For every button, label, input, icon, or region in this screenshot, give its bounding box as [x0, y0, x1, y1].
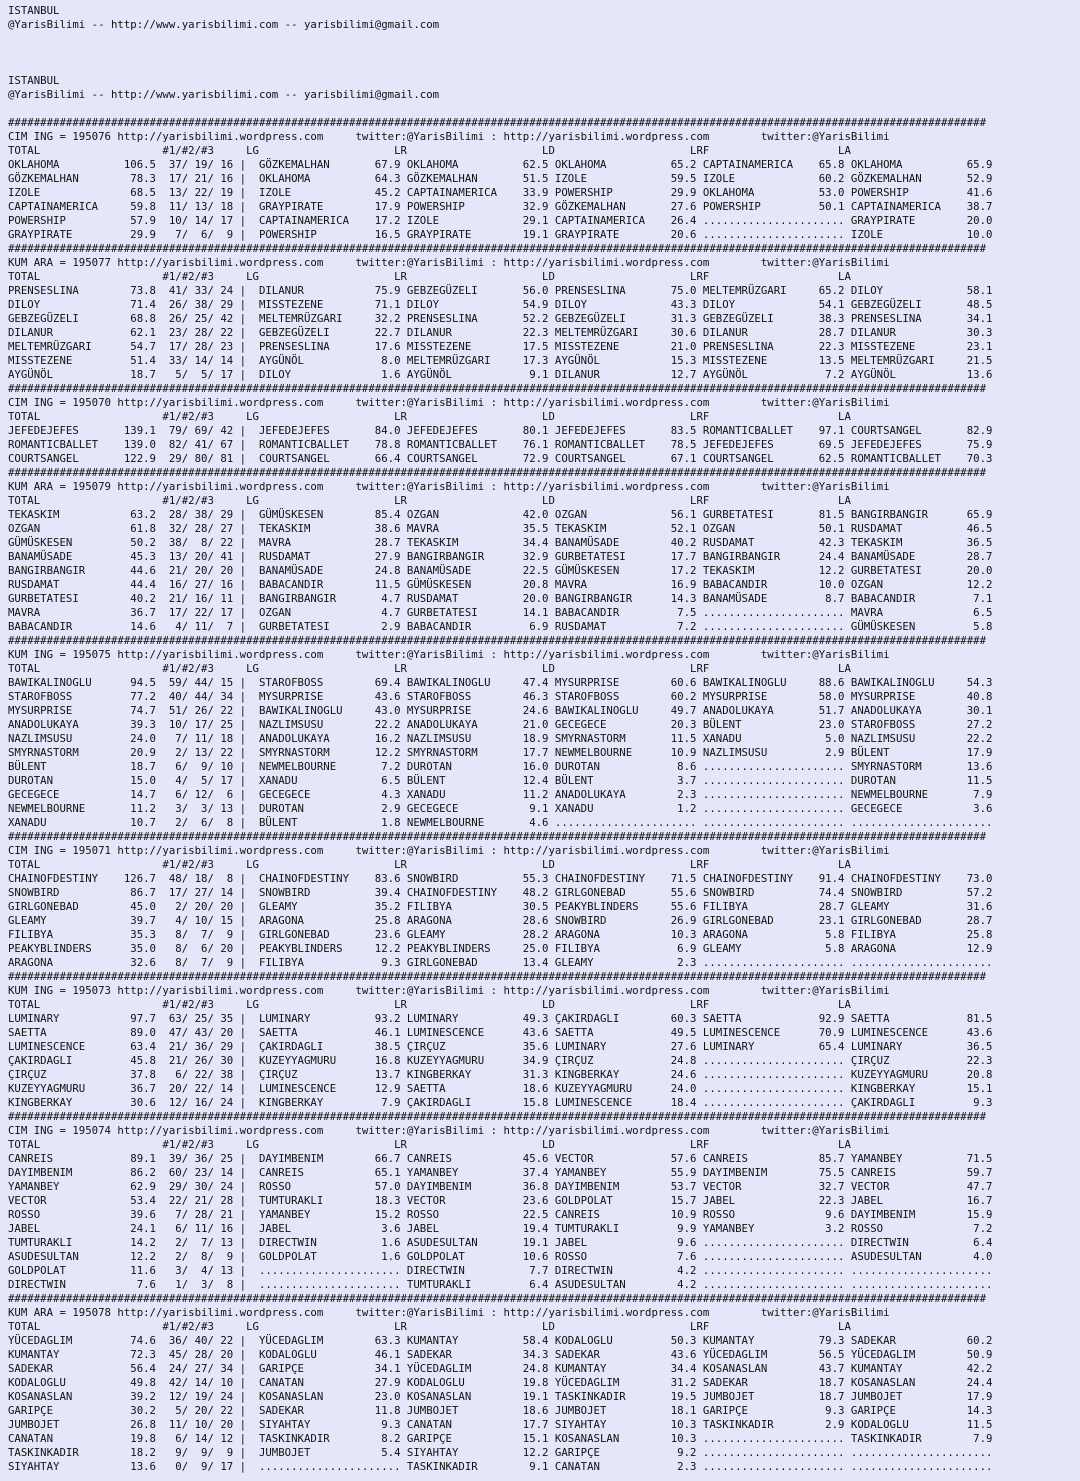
result-row: BANGIRBANGIR 44.6 21/ 20/ 20 | BANAMÜSADE 24.8 BANAMÜSADE 22.5 GÜMÜSKESEN 17.2 TEKASKIM 12.2 GURBETATESI 20.0	[8, 564, 993, 577]
blank-line	[8, 102, 1080, 116]
separator-line: ########################################################################################################################################################	[8, 970, 987, 983]
result-row: TEKASKIM 63.2 28/ 38/ 29 | GÜMÜSKESEN 85.4 OZGAN 42.0 OZGAN 56.1 GURBETATESI 81.5 BANGIRBANGIR 65.9	[8, 508, 993, 521]
result-row: SADEKAR 56.4 24/ 27/ 34 | GARIPÇE 34.1 YÜCEDAGLIM 24.8 KUMANTAY 34.4 KOSANASLAN 43.7 KUMANTAY 42.2	[8, 1362, 993, 1375]
result-row: JEFEDEJEFES 139.1 79/ 69/ 42 | JEFEDEJEFES 84.0 JEFEDEJEFES 80.1 JEFEDEJEFES 83.5 ROMANTICBALLET 97.1 COURTSANGEL 82.9	[8, 424, 993, 437]
column-header-row: TOTAL #1/#2/#3 LG LR LD LRF LA	[8, 144, 851, 157]
result-row: CAPTAINAMERICA 59.8 11/ 13/ 18 | GRAYPIRATE 17.9 POWERSHIP 32.9 GÖZKEMALHAN 27.6 POWERSHIP 50.1 CAPTAINAMERICA 38.7	[8, 200, 993, 213]
result-row: GEBZEGÜZELI 68.8 26/ 25/ 42 | MELTEMRÜZGARI 32.2 PRENSESLINA 52.2 GEBZEGÜZELI 31.3 GEBZEGÜZELI 38.3 PRENSESLINA 34.1	[8, 312, 993, 325]
result-row: GÖZKEMALHAN 78.3 17/ 21/ 16 | OKLAHOMA 64.3 GÖZKEMALHAN 51.5 IZOLE 59.5 IZOLE 60.2 GÖZKEMALHAN 52.9	[8, 172, 993, 185]
result-row: MYSURPRISE 74.7 51/ 26/ 22 | BAWIKALINOGLU 43.0 MYSURPRISE 24.6 BAWIKALINOGLU 49.7 ANADOLUKAYA 51.7 ANADOLUKAYA 30.1	[8, 704, 993, 717]
result-row: OKLAHOMA 106.5 37/ 19/ 16 | GÖZKEMALHAN 67.9 OKLAHOMA 62.5 OKLAHOMA 65.2 CAPTAINAMERICA 65.8 OKLAHOMA 65.9	[8, 158, 993, 171]
result-row: ARAGONA 32.6 8/ 7/ 9 | FILIBYA 9.3 GIRLGONEBAD 13.4 GLEAMY 2.3 ...................... ......................	[8, 956, 993, 969]
result-row: GLEAMY 39.7 4/ 10/ 15 | ARAGONA 25.8 ARAGONA 28.6 SNOWBIRD 26.9 GIRLGONEBAD 23.1 GIRLGONEBAD 28.7	[8, 914, 993, 927]
result-row: JABEL 24.1 6/ 11/ 16 | JABEL 3.6 JABEL 19.4 TUMTURAKLI 9.9 YAMANBEY 3.2 ROSSO 7.2	[8, 1222, 993, 1235]
result-row: MISSTEZENE 51.4 33/ 14/ 14 | AYGÜNÖL 8.0 MELTEMRÜZGARI 17.3 AYGÜNÖL 15.3 MISSTEZENE 13.5 MELTEMRÜZGARI 21.5	[8, 354, 993, 367]
race-header: CIM ING = 195076 http://yarisbilimi.wordpress.com twitter:@YarisBilimi : http://yarisbilimi.wordpress.com twitter:@YarisBilimi	[8, 130, 890, 143]
column-header-row: TOTAL #1/#2/#3 LG LR LD LRF LA	[8, 662, 851, 675]
race-header: CIM ING = 195074 http://yarisbilimi.wordpress.com twitter:@YarisBilimi : http://yarisbilimi.wordpress.com twitter:@YarisBilimi	[8, 1124, 890, 1137]
result-row: LUMINESCENCE 63.4 21/ 36/ 29 | ÇAKIRDAGLI 38.5 ÇIRÇUZ 35.6 LUMINARY 27.6 LUMINARY 65.4 LUMINARY 36.5	[8, 1040, 993, 1053]
result-row: GARIPÇE 30.2 5/ 20/ 22 | SADEKAR 11.8 JUMBOJET 18.6 JUMBOJET 18.1 GARIPÇE 9.3 GARIPÇE 14.3	[8, 1404, 993, 1417]
result-row: POWERSHIP 57.9 10/ 14/ 17 | CAPTAINAMERICA 17.2 IZOLE 29.1 CAPTAINAMERICA 26.4 ...................... GRAYPIRATE 20.0	[8, 214, 993, 227]
result-row: DILANUR 62.1 23/ 28/ 22 | GEBZEGÜZELI 22.7 DILANUR 22.3 MELTEMRÜZGARI 30.6 DILANUR 28.7 DILANUR 30.3	[8, 326, 993, 339]
race-header: CIM ING = 195071 http://yarisbilimi.wordpress.com twitter:@YarisBilimi : http://yarisbilimi.wordpress.com twitter:@YarisBilimi	[8, 844, 890, 857]
result-row: YAMANBEY 62.9 29/ 30/ 24 | ROSSO 57.0 DAYIMBENIM 36.8 DAYIMBENIM 53.7 VECTOR 32.7 VECTOR 47.7	[8, 1180, 993, 1193]
race-header: KUM ARA = 195078 http://yarisbilimi.wordpress.com twitter:@YarisBilimi : http://yarisbilimi.wordpress.com twitter:@YarisBilimi	[8, 1306, 890, 1319]
city-title: ISTANBUL	[8, 4, 60, 17]
result-row: GRAYPIRATE 29.9 7/ 6/ 9 | POWERSHIP 16.5 GRAYPIRATE 19.1 GRAYPIRATE 20.6 ...................... IZOLE 10.0	[8, 228, 993, 241]
contact-line: @YarisBilimi -- http://www.yarisbilimi.com -- yarisbilimi@gmail.com	[8, 18, 440, 31]
result-row: ÇAKIRDAGLI 45.8 21/ 26/ 30 | KUZEYYAGMURU 16.8 KUZEYYAGMURU 34.9 ÇIRÇUZ 24.8 ...................... ÇIRÇUZ 22.3	[8, 1054, 993, 1067]
separator-line: ########################################################################################################################################################	[8, 116, 987, 129]
blank-line	[8, 46, 1080, 60]
result-row: SIYAHTAY 13.6 0/ 9/ 17 | ...................... TASKINKADIR 9.1 CANATAN 2.3 ...................... ......................	[8, 1460, 993, 1473]
result-row: ROSSO 39.6 7/ 28/ 21 | YAMANBEY 15.2 ROSSO 22.5 CANREIS 10.9 ROSSO 9.6 DAYIMBENIM 15.9	[8, 1208, 993, 1221]
result-row: ANADOLUKAYA 39.3 10/ 17/ 25 | NAZLIMSUSU 22.2 ANADOLUKAYA 21.0 GECEGECE 20.3 BÜLENT 23.0 STAROFBOSS 27.2	[8, 718, 993, 731]
column-header-row: TOTAL #1/#2/#3 LG LR LD LRF LA	[8, 1138, 851, 1151]
separator-line: ########################################################################################################################################################	[8, 466, 987, 479]
result-row: RUSDAMAT 44.4 16/ 27/ 16 | BABACANDIR 11.5 GÜMÜSKESEN 20.8 MAVRA 16.9 BABACANDIR 10.0 OZGAN 12.2	[8, 578, 993, 591]
result-row: KINGBERKAY 30.6 12/ 16/ 24 | KINGBERKAY 7.9 ÇAKIRDAGLI 15.8 LUMINESCENCE 18.4 ...................... ÇAKIRDAGLI 9.3	[8, 1096, 993, 1109]
result-row: ROMANTICBALLET 139.0 82/ 41/ 67 | ROMANTICBALLET 78.8 ROMANTICBALLET 76.1 ROMANTICBALLET 78.5 JEFEDEJEFES 69.5 JEFEDEJEFES 75.9	[8, 438, 993, 451]
separator-line: ########################################################################################################################################################	[8, 634, 987, 647]
separator-line: ########################################################################################################################################################	[8, 242, 987, 255]
result-row: DUROTAN 15.0 4/ 5/ 17 | XANADU 6.5 BÜLENT 12.4 BÜLENT 3.7 ...................... DUROTAN 11.5	[8, 774, 993, 787]
race-header: KUM ING = 195075 http://yarisbilimi.wordpress.com twitter:@YarisBilimi : http://yarisbilimi.wordpress.com twitter:@YarisBilimi	[8, 648, 890, 661]
result-row: DAYIMBENIM 86.2 60/ 23/ 14 | CANREIS 65.1 YAMANBEY 37.4 YAMANBEY 55.9 DAYIMBENIM 75.5 CANREIS 59.7	[8, 1166, 993, 1179]
column-header-row: TOTAL #1/#2/#3 LG LR LD LRF LA	[8, 998, 851, 1011]
result-row: STAROFBOSS 77.2 40/ 44/ 34 | MYSURPRISE 43.6 STAROFBOSS 46.3 STAROFBOSS 60.2 MYSURPRISE 58.0 MYSURPRISE 40.8	[8, 690, 993, 703]
result-row: FILIBYA 35.3 8/ 7/ 9 | GIRLGONEBAD 23.6 GLEAMY 28.2 ARAGONA 10.3 ARAGONA 5.8 FILIBYA 25.8	[8, 928, 993, 941]
result-row: TASKINKADIR 18.2 9/ 9/ 9 | JUMBOJET 5.4 SIYAHTAY 12.2 GARIPÇE 9.2 ...................... ......................	[8, 1446, 993, 1459]
result-row: MELTEMRÜZGARI 54.7 17/ 28/ 23 | PRENSESLINA 17.6 MISSTEZENE 17.5 MISSTEZENE 21.0 PRENSESLINA 22.3 MISSTEZENE 23.1	[8, 340, 993, 353]
result-row: ÇIRÇUZ 37.8 6/ 22/ 38 | ÇIRÇUZ 13.7 KINGBERKAY 31.3 KINGBERKAY 24.6 ...................... KUZEYYAGMURU 20.8	[8, 1068, 993, 1081]
column-header-row: TOTAL #1/#2/#3 LG LR LD LRF LA	[8, 1320, 851, 1333]
result-row: BABACANDIR 14.6 4/ 11/ 7 | GURBETATESI 2.9 BABACANDIR 6.9 RUSDAMAT 7.2 ...................... GÜMÜSKESEN 5.8	[8, 620, 993, 633]
result-row: JUMBOJET 26.8 11/ 10/ 20 | SIYAHTAY 9.3 CANATAN 17.7 SIYAHTAY 10.3 TASKINKADIR 2.9 KODALOGLU 11.5	[8, 1418, 993, 1431]
result-row: BAWIKALINOGLU 94.5 59/ 44/ 15 | STAROFBOSS 69.4 BAWIKALINOGLU 47.4 MYSURPRISE 60.6 BAWIKALINOGLU 88.6 BAWIKALINOGLU 54.3	[8, 676, 993, 689]
race-header: KUM ARA = 195079 http://yarisbilimi.wordpress.com twitter:@YarisBilimi : http://yarisbilimi.wordpress.com twitter:@YarisBilimi	[8, 480, 890, 493]
result-row: NAZLIMSUSU 24.0 7/ 11/ 18 | ANADOLUKAYA 16.2 NAZLIMSUSU 18.9 SMYRNASTORM 11.5 XANADU 5.0 NAZLIMSUSU 22.2	[8, 732, 993, 745]
result-row: MAVRA 36.7 17/ 22/ 17 | OZGAN 4.7 GURBETATESI 14.1 BABACANDIR 7.5 ...................... MAVRA 6.5	[8, 606, 993, 619]
result-row: OZGAN 61.8 32/ 28/ 27 | TEKASKIM 38.6 MAVRA 35.5 TEKASKIM 52.1 OZGAN 50.1 RUSDAMAT 46.5	[8, 522, 993, 535]
city-title: ISTANBUL	[8, 74, 60, 87]
result-row: KUMANTAY 72.3 45/ 28/ 20 | KODALOGLU 46.1 SADEKAR 34.3 SADEKAR 43.6 YÜCEDAGLIM 56.5 YÜCEDAGLIM 50.9	[8, 1348, 993, 1361]
result-row: GECEGECE 14.7 6/ 12/ 6 | GECEGECE 4.3 XANADU 11.2 ANADOLUKAYA 2.3 ...................... NEWMELBOURNE 7.9	[8, 788, 993, 801]
result-row: SMYRNASTORM 20.9 2/ 13/ 22 | SMYRNASTORM 12.2 SMYRNASTORM 17.7 NEWMELBOURNE 10.9 NAZLIMSUSU 2.9 BÜLENT 17.9	[8, 746, 993, 759]
result-row: NEWMELBOURNE 11.2 3/ 3/ 13 | DUROTAN 2.9 GECEGECE 9.1 XANADU 1.2 ...................... GECEGECE 3.6	[8, 802, 993, 815]
blank-line	[8, 32, 1080, 46]
result-row: TUMTURAKLI 14.2 2/ 7/ 13 | DIRECTWIN 1.6 ASUDESULTAN 19.1 JABEL 9.6 ...................... DIRECTWIN 6.4	[8, 1236, 993, 1249]
result-row: CHAINOFDESTINY 126.7 48/ 18/ 8 | CHAINOFDESTINY 83.6 SNOWBIRD 55.3 CHAINOFDESTINY 71.5 CHAINOFDESTINY 91.4 CHAINOFDESTINY 73.0	[8, 872, 993, 885]
result-row: GIRLGONEBAD 45.0 2/ 20/ 20 | GLEAMY 35.2 FILIBYA 30.5 PEAKYBLINDERS 55.6 FILIBYA 28.7 GLEAMY 31.6	[8, 900, 993, 913]
separator-line: ########################################################################################################################################################	[8, 830, 987, 843]
result-row: PRENSESLINA 73.8 41/ 33/ 24 | DILANUR 75.9 GEBZEGÜZELI 56.0 PRENSESLINA 75.0 MELTEMRÜZGARI 65.2 DILOY 58.1	[8, 284, 993, 297]
result-row: IZOLE 68.5 13/ 22/ 19 | IZOLE 45.2 CAPTAINAMERICA 33.9 POWERSHIP 29.9 OKLAHOMA 53.0 POWERSHIP 41.6	[8, 186, 993, 199]
separator-line: ########################################################################################################################################################	[8, 382, 987, 395]
result-row: DIRECTWIN 7.6 1/ 3/ 8 | ...................... TUMTURAKLI 6.4 ASUDESULTAN 4.2 ...................... ......................	[8, 1278, 993, 1291]
contact-line: @YarisBilimi -- http://www.yarisbilimi.com -- yarisbilimi@gmail.com	[8, 88, 440, 101]
result-row: KOSANASLAN 39.2 12/ 19/ 24 | KOSANASLAN 23.0 KOSANASLAN 19.1 TASKINKADIR 19.5 JUMBOJET 18.7 JUMBOJET 17.9	[8, 1390, 993, 1403]
result-row: KUZEYYAGMURU 36.7 20/ 22/ 14 | LUMINESCENCE 12.9 SAETTA 18.6 KUZEYYAGMURU 24.0 ...................... KINGBERKAY 15.1	[8, 1082, 993, 1095]
result-row: LUMINARY 97.7 63/ 25/ 35 | LUMINARY 93.2 LUMINARY 49.3 ÇAKIRDAGLI 60.3 SAETTA 92.9 SAETTA 81.5	[8, 1012, 993, 1025]
column-header-row: TOTAL #1/#2/#3 LG LR LD LRF LA	[8, 410, 851, 423]
result-row: DILOY 71.4 26/ 38/ 29 | MISSTEZENE 71.1 DILOY 54.9 DILOY 43.3 DILOY 54.1 GEBZEGÜZELI 48.5	[8, 298, 993, 311]
column-header-row: TOTAL #1/#2/#3 LG LR LD LRF LA	[8, 270, 851, 283]
result-row: COURTSANGEL 122.9 29/ 80/ 81 | COURTSANGEL 66.4 COURTSANGEL 72.9 COURTSANGEL 67.1 COURTSANGEL 62.5 ROMANTICBALLET 70.3	[8, 452, 993, 465]
result-row: CANATAN 19.8 6/ 14/ 12 | TASKINKADIR 8.2 GARIPÇE 15.1 KOSANASLAN 10.3 ...................... TASKINKADIR 7.9	[8, 1432, 993, 1445]
result-row: GÜMÜSKESEN 50.2 38/ 8/ 22 | MAVRA 28.7 TEKASKIM 34.4 BANAMÜSADE 40.2 RUSDAMAT 42.3 TEKASKIM 36.5	[8, 536, 993, 549]
result-row: KODALOGLU 49.8 42/ 14/ 10 | CANATAN 27.9 KODALOGLU 19.8 YÜCEDAGLIM 31.2 SADEKAR 18.7 KOSANASLAN 24.4	[8, 1376, 993, 1389]
result-row: BANAMÜSADE 45.3 13/ 20/ 41 | RUSDAMAT 27.9 BANGIRBANGIR 32.9 GURBETATESI 17.7 BANGIRBANGIR 24.4 BANAMÜSADE 28.7	[8, 550, 993, 563]
result-row: ASUDESULTAN 12.2 2/ 8/ 9 | GOLDPOLAT 1.6 GOLDPOLAT 10.6 ROSSO 7.6 ...................... ASUDESULTAN 4.0	[8, 1250, 993, 1263]
result-row: GURBETATESI 40.2 21/ 16/ 11 | BANGIRBANGIR 4.7 RUSDAMAT 20.0 BANGIRBANGIR 14.3 BANAMÜSADE 8.7 BABACANDIR 7.1	[8, 592, 993, 605]
result-row: PEAKYBLINDERS 35.0 8/ 6/ 20 | PEAKYBLINDERS 12.2 PEAKYBLINDERS 25.0 FILIBYA 6.9 GLEAMY 5.8 ARAGONA 12.9	[8, 942, 993, 955]
result-row: SNOWBIRD 86.7 17/ 27/ 14 | SNOWBIRD 39.4 CHAINOFDESTINY 48.2 GIRLGONEBAD 55.6 SNOWBIRD 74.4 SNOWBIRD 57.2	[8, 886, 993, 899]
result-row: GOLDPOLAT 11.6 3/ 4/ 13 | ...................... DIRECTWIN 7.7 DIRECTWIN 4.2 ...................... ......................	[8, 1264, 993, 1277]
result-row: YÜCEDAGLIM 74.6 36/ 40/ 22 | YÜCEDAGLIM 63.3 KUMANTAY 58.4 KODALOGLU 50.3 KUMANTAY 79.3 SADEKAR 60.2	[8, 1334, 993, 1347]
separator-line: ########################################################################################################################################################	[8, 1292, 987, 1305]
result-row: BÜLENT 18.7 6/ 9/ 10 | NEWMELBOURNE 7.2 DUROTAN 16.0 DUROTAN 8.6 ...................... SMYRNASTORM 13.6	[8, 760, 993, 773]
result-row: SAETTA 89.0 47/ 43/ 20 | SAETTA 46.1 LUMINESCENCE 43.6 SAETTA 49.5 LUMINESCENCE 70.9 LUMINESCENCE 43.6	[8, 1026, 993, 1039]
result-row: AYGÜNÖL 18.7 5/ 5/ 17 | DILOY 1.6 AYGÜNÖL 9.1 DILANUR 12.7 AYGÜNÖL 7.2 AYGÜNÖL 13.6	[8, 368, 993, 381]
result-row: VECTOR 53.4 22/ 21/ 28 | TUMTURAKLI 18.3 VECTOR 23.6 GOLDPOLAT 15.7 JABEL 22.3 JABEL 16.7	[8, 1194, 993, 1207]
blank-line	[8, 60, 1080, 74]
column-header-row: TOTAL #1/#2/#3 LG LR LD LRF LA	[8, 858, 851, 871]
race-header: CIM ING = 195070 http://yarisbilimi.wordpress.com twitter:@YarisBilimi : http://yarisbilimi.wordpress.com twitter:@YarisBilimi	[8, 396, 890, 409]
separator-line: ########################################################################################################################################################	[8, 1110, 987, 1123]
result-row: CANREIS 89.1 39/ 36/ 25 | DAYIMBENIM 66.7 CANREIS 45.6 VECTOR 57.6 CANREIS 85.7 YAMANBEY 71.5	[8, 1152, 993, 1165]
result-row: XANADU 10.7 2/ 6/ 8 | BÜLENT 1.8 NEWMELBOURNE 4.6 ...................... ...................... ......................	[8, 816, 993, 829]
column-header-row: TOTAL #1/#2/#3 LG LR LD LRF LA	[8, 494, 851, 507]
race-header: KUM ARA = 195077 http://yarisbilimi.wordpress.com twitter:@YarisBilimi : http://yarisbilimi.wordpress.com twitter:@YarisBilimi	[8, 256, 890, 269]
race-header: KUM ING = 195073 http://yarisbilimi.wordpress.com twitter:@YarisBilimi : http://yarisbilimi.wordpress.com twitter:@YarisBilimi	[8, 984, 890, 997]
